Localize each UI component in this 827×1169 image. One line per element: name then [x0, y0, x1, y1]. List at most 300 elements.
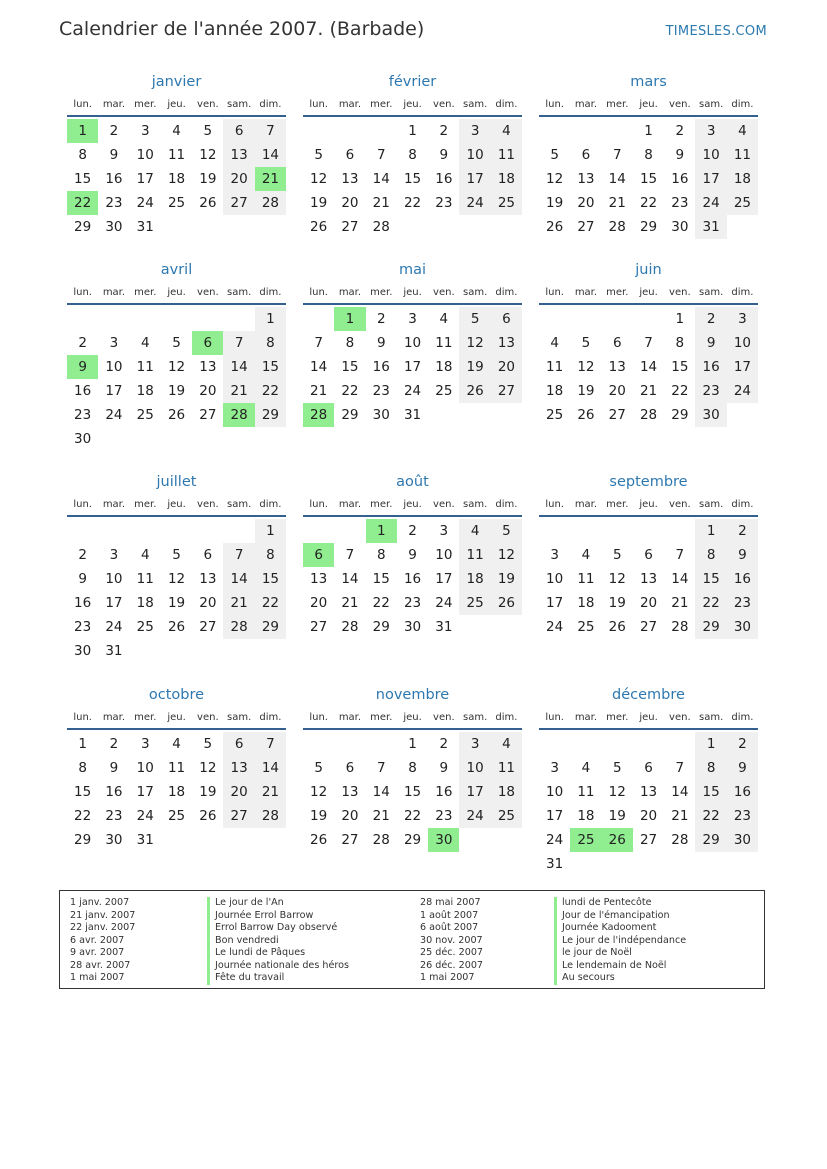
day-cell[interactable]: 14: [372, 171, 390, 187]
day-cell[interactable]: 21: [223, 379, 254, 403]
day-cell[interactable]: 9: [439, 760, 449, 776]
day-cell[interactable]: 29: [695, 828, 726, 852]
day-cell[interactable]: 3: [140, 123, 150, 139]
day-cell[interactable]: 6: [491, 307, 522, 331]
day-cell[interactable]: 20: [341, 195, 359, 211]
holiday-day-cell[interactable]: 6: [303, 543, 334, 567]
day-cell[interactable]: 9: [727, 543, 758, 567]
day-cell[interactable]: 3: [109, 547, 119, 563]
day-cell[interactable]: 8: [644, 147, 653, 163]
day-cell[interactable]: 24: [403, 383, 422, 399]
day-cell[interactable]: 22: [74, 808, 92, 824]
day-cell[interactable]: 13: [199, 571, 217, 587]
day-cell[interactable]: 18: [577, 808, 595, 824]
day-cell[interactable]: 1: [408, 736, 417, 752]
day-cell[interactable]: 7: [644, 335, 653, 351]
day-cell[interactable]: 17: [136, 784, 154, 800]
day-cell[interactable]: 30: [74, 431, 92, 447]
holiday-day-cell[interactable]: 21: [255, 167, 286, 191]
day-cell[interactable]: 16: [727, 567, 758, 591]
day-cell[interactable]: 25: [727, 191, 758, 215]
day-cell[interactable]: 30: [105, 832, 123, 848]
day-cell[interactable]: 25: [167, 195, 186, 211]
day-cell[interactable]: 23: [74, 407, 92, 423]
day-cell[interactable]: 27: [341, 832, 359, 848]
day-cell[interactable]: 30: [695, 403, 726, 427]
holiday-day-cell[interactable]: 6: [192, 331, 223, 355]
day-cell[interactable]: 20: [608, 383, 626, 399]
day-cell[interactable]: 17: [136, 171, 154, 187]
day-cell[interactable]: 26: [199, 808, 217, 824]
day-cell[interactable]: 8: [78, 147, 87, 163]
day-cell[interactable]: 15: [74, 171, 92, 187]
day-cell[interactable]: 20: [639, 808, 658, 824]
day-cell[interactable]: 2: [675, 123, 685, 139]
day-cell[interactable]: 30: [403, 619, 422, 635]
day-cell[interactable]: 6: [644, 760, 653, 776]
day-cell[interactable]: 9: [376, 335, 386, 351]
day-cell[interactable]: 26: [310, 219, 328, 235]
day-cell[interactable]: 10: [136, 147, 154, 163]
day-cell[interactable]: 6: [581, 147, 591, 163]
day-cell[interactable]: 2: [376, 311, 386, 327]
day-cell[interactable]: 11: [491, 143, 522, 167]
day-cell[interactable]: 17: [105, 383, 123, 399]
day-cell[interactable]: 13: [639, 784, 658, 800]
day-cell[interactable]: 12: [167, 359, 186, 375]
day-cell[interactable]: 5: [612, 547, 622, 563]
day-cell[interactable]: 4: [140, 547, 150, 563]
day-cell[interactable]: 30: [74, 643, 92, 659]
day-cell[interactable]: 24: [546, 619, 564, 635]
day-cell[interactable]: 31: [695, 215, 726, 239]
day-cell[interactable]: 28: [341, 619, 359, 635]
day-cell[interactable]: 17: [459, 780, 490, 804]
day-cell[interactable]: 18: [136, 595, 154, 611]
day-cell[interactable]: 30: [671, 219, 689, 235]
day-cell[interactable]: 20: [577, 195, 595, 211]
day-cell[interactable]: 3: [140, 736, 150, 752]
day-cell[interactable]: 11: [577, 571, 595, 587]
day-cell[interactable]: 4: [172, 736, 181, 752]
day-cell[interactable]: 8: [695, 543, 726, 567]
day-cell[interactable]: 26: [310, 832, 328, 848]
day-cell[interactable]: 4: [140, 335, 150, 351]
day-cell[interactable]: 4: [172, 123, 181, 139]
day-cell[interactable]: 19: [199, 171, 217, 187]
day-cell[interactable]: 22: [372, 595, 390, 611]
day-cell[interactable]: 16: [435, 784, 453, 800]
day-cell[interactable]: 3: [459, 732, 490, 756]
holiday-day-cell[interactable]: 26: [602, 828, 633, 852]
day-cell[interactable]: 14: [671, 571, 689, 587]
day-cell[interactable]: 23: [671, 195, 689, 211]
day-cell[interactable]: 5: [172, 547, 181, 563]
day-cell[interactable]: 21: [223, 591, 254, 615]
day-cell[interactable]: 9: [109, 147, 119, 163]
day-cell[interactable]: 28: [372, 219, 390, 235]
day-cell[interactable]: 19: [310, 808, 328, 824]
day-cell[interactable]: 24: [459, 804, 490, 828]
day-cell[interactable]: 5: [203, 736, 213, 752]
day-cell[interactable]: 15: [255, 355, 286, 379]
day-cell[interactable]: 21: [608, 195, 626, 211]
day-cell[interactable]: 26: [199, 195, 217, 211]
day-cell[interactable]: 19: [577, 383, 595, 399]
day-cell[interactable]: 20: [639, 595, 658, 611]
day-cell[interactable]: 20: [223, 167, 254, 191]
day-cell[interactable]: 3: [727, 307, 758, 331]
day-cell[interactable]: 7: [223, 543, 254, 567]
day-cell[interactable]: 7: [314, 335, 323, 351]
day-cell[interactable]: 10: [727, 331, 758, 355]
day-cell[interactable]: 7: [675, 547, 685, 563]
day-cell[interactable]: 14: [671, 784, 689, 800]
day-cell[interactable]: 21: [341, 595, 359, 611]
day-cell[interactable]: 1: [675, 311, 685, 327]
day-cell[interactable]: 28: [608, 219, 626, 235]
day-cell[interactable]: 28: [255, 191, 286, 215]
day-cell[interactable]: 23: [372, 383, 390, 399]
day-cell[interactable]: 4: [491, 732, 522, 756]
day-cell[interactable]: 16: [74, 595, 92, 611]
day-cell[interactable]: 16: [727, 780, 758, 804]
day-cell[interactable]: 14: [223, 567, 254, 591]
day-cell[interactable]: 17: [459, 167, 490, 191]
day-cell[interactable]: 9: [109, 760, 119, 776]
day-cell[interactable]: 26: [577, 407, 595, 423]
day-cell[interactable]: 17: [403, 359, 422, 375]
day-cell[interactable]: 24: [695, 191, 726, 215]
day-cell[interactable]: 24: [105, 619, 123, 635]
day-cell[interactable]: 29: [74, 219, 92, 235]
day-cell[interactable]: 4: [491, 119, 522, 143]
day-cell[interactable]: 8: [78, 760, 87, 776]
day-cell[interactable]: 27: [199, 407, 217, 423]
day-cell[interactable]: 13: [310, 571, 328, 587]
day-cell[interactable]: 29: [372, 619, 390, 635]
day-cell[interactable]: 24: [546, 832, 564, 848]
day-cell[interactable]: 1: [255, 519, 286, 543]
day-cell[interactable]: 14: [608, 171, 626, 187]
day-cell[interactable]: 10: [105, 359, 123, 375]
holiday-day-cell[interactable]: 25: [570, 828, 601, 852]
day-cell[interactable]: 17: [435, 571, 453, 587]
day-cell[interactable]: 1: [255, 307, 286, 331]
day-cell[interactable]: 10: [105, 571, 123, 587]
day-cell[interactable]: 5: [459, 307, 490, 331]
day-cell[interactable]: 11: [167, 147, 186, 163]
day-cell[interactable]: 6: [644, 547, 653, 563]
day-cell[interactable]: 25: [459, 591, 490, 615]
day-cell[interactable]: 21: [671, 595, 689, 611]
day-cell[interactable]: 13: [341, 784, 359, 800]
day-cell[interactable]: 9: [78, 571, 87, 587]
day-cell[interactable]: 15: [255, 567, 286, 591]
day-cell[interactable]: 2: [408, 523, 417, 539]
day-cell[interactable]: 18: [136, 383, 154, 399]
day-cell[interactable]: 12: [608, 784, 626, 800]
day-cell[interactable]: 10: [695, 143, 726, 167]
day-cell[interactable]: 10: [403, 335, 422, 351]
day-cell[interactable]: 15: [74, 784, 92, 800]
day-cell[interactable]: 5: [314, 760, 323, 776]
day-cell[interactable]: 2: [727, 732, 758, 756]
day-cell[interactable]: 16: [403, 571, 422, 587]
day-cell[interactable]: 5: [612, 760, 622, 776]
day-cell[interactable]: 25: [136, 619, 154, 635]
day-cell[interactable]: 9: [695, 331, 726, 355]
day-cell[interactable]: 7: [255, 732, 286, 756]
day-cell[interactable]: 16: [105, 784, 123, 800]
day-cell[interactable]: 4: [581, 760, 591, 776]
day-cell[interactable]: 22: [695, 804, 726, 828]
day-cell[interactable]: 15: [403, 171, 422, 187]
day-cell[interactable]: 30: [105, 219, 123, 235]
day-cell[interactable]: 23: [727, 804, 758, 828]
day-cell[interactable]: 25: [167, 808, 186, 824]
day-cell[interactable]: 30: [372, 407, 390, 423]
day-cell[interactable]: 25: [577, 619, 595, 635]
day-cell[interactable]: 14: [310, 359, 328, 375]
day-cell[interactable]: 21: [639, 383, 658, 399]
day-cell[interactable]: 29: [255, 403, 286, 427]
day-cell[interactable]: 7: [345, 547, 355, 563]
day-cell[interactable]: 13: [608, 359, 626, 375]
day-cell[interactable]: 28: [372, 832, 390, 848]
day-cell[interactable]: 12: [491, 543, 522, 567]
day-cell[interactable]: 31: [105, 643, 123, 659]
day-cell[interactable]: 20: [310, 595, 328, 611]
day-cell[interactable]: 4: [439, 311, 449, 327]
day-cell[interactable]: 1: [78, 736, 87, 752]
day-cell[interactable]: 21: [372, 808, 390, 824]
day-cell[interactable]: 5: [581, 335, 591, 351]
day-cell[interactable]: 28: [671, 832, 689, 848]
day-cell[interactable]: 23: [105, 808, 123, 824]
day-cell[interactable]: 16: [372, 359, 390, 375]
day-cell[interactable]: 4: [581, 547, 591, 563]
day-cell[interactable]: 23: [435, 808, 453, 824]
day-cell[interactable]: 23: [74, 619, 92, 635]
day-cell[interactable]: 3: [109, 335, 119, 351]
day-cell[interactable]: 28: [671, 619, 689, 635]
day-cell[interactable]: 7: [675, 760, 685, 776]
day-cell[interactable]: 1: [695, 519, 726, 543]
day-cell[interactable]: 10: [546, 571, 564, 587]
day-cell[interactable]: 31: [546, 856, 564, 872]
day-cell[interactable]: 18: [491, 780, 522, 804]
day-cell[interactable]: 8: [408, 147, 417, 163]
day-cell[interactable]: 10: [459, 756, 490, 780]
day-cell[interactable]: 15: [671, 359, 689, 375]
day-cell[interactable]: 21: [671, 808, 689, 824]
day-cell[interactable]: 14: [255, 756, 286, 780]
day-cell[interactable]: 2: [78, 335, 87, 351]
day-cell[interactable]: 2: [439, 123, 449, 139]
day-cell[interactable]: 8: [408, 760, 417, 776]
holiday-day-cell[interactable]: 22: [67, 191, 98, 215]
day-cell[interactable]: 15: [639, 171, 658, 187]
day-cell[interactable]: 28: [639, 407, 658, 423]
day-cell[interactable]: 26: [459, 379, 490, 403]
day-cell[interactable]: 18: [491, 167, 522, 191]
day-cell[interactable]: 6: [345, 760, 355, 776]
day-cell[interactable]: 8: [675, 335, 685, 351]
day-cell[interactable]: 17: [546, 595, 564, 611]
day-cell[interactable]: 27: [577, 219, 595, 235]
day-cell[interactable]: 12: [459, 331, 490, 355]
day-cell[interactable]: 11: [491, 756, 522, 780]
day-cell[interactable]: 18: [167, 171, 186, 187]
day-cell[interactable]: 31: [403, 407, 422, 423]
day-cell[interactable]: 20: [341, 808, 359, 824]
day-cell[interactable]: 8: [695, 756, 726, 780]
day-cell[interactable]: 25: [546, 407, 564, 423]
day-cell[interactable]: 5: [491, 519, 522, 543]
day-cell[interactable]: 12: [199, 760, 217, 776]
day-cell[interactable]: 22: [403, 195, 422, 211]
day-cell[interactable]: 11: [727, 143, 758, 167]
holiday-day-cell[interactable]: 1: [366, 519, 397, 543]
day-cell[interactable]: 6: [203, 547, 213, 563]
day-cell[interactable]: 20: [199, 595, 217, 611]
day-cell[interactable]: 11: [546, 359, 564, 375]
day-cell[interactable]: 12: [167, 571, 186, 587]
day-cell[interactable]: 27: [608, 407, 626, 423]
day-cell[interactable]: 12: [310, 784, 328, 800]
day-cell[interactable]: 14: [639, 359, 658, 375]
day-cell[interactable]: 26: [608, 619, 626, 635]
day-cell[interactable]: 9: [439, 147, 449, 163]
day-cell[interactable]: 18: [167, 784, 186, 800]
day-cell[interactable]: 1: [644, 123, 653, 139]
day-cell[interactable]: 12: [546, 171, 564, 187]
day-cell[interactable]: 27: [341, 219, 359, 235]
day-cell[interactable]: 11: [459, 543, 490, 567]
day-cell[interactable]: 2: [439, 736, 449, 752]
day-cell[interactable]: 27: [310, 619, 328, 635]
day-cell[interactable]: 15: [403, 784, 422, 800]
day-cell[interactable]: 27: [199, 619, 217, 635]
day-cell[interactable]: 20: [223, 780, 254, 804]
day-cell[interactable]: 2: [78, 547, 87, 563]
day-cell[interactable]: 25: [435, 383, 453, 399]
day-cell[interactable]: 14: [223, 355, 254, 379]
day-cell[interactable]: 20: [199, 383, 217, 399]
day-cell[interactable]: 29: [695, 615, 726, 639]
day-cell[interactable]: 4: [459, 519, 490, 543]
day-cell[interactable]: 3: [550, 547, 559, 563]
day-cell[interactable]: 7: [255, 119, 286, 143]
day-cell[interactable]: 24: [435, 595, 453, 611]
day-cell[interactable]: 23: [695, 379, 726, 403]
day-cell[interactable]: 19: [546, 195, 564, 211]
day-cell[interactable]: 7: [223, 331, 254, 355]
holiday-day-cell[interactable]: 28: [303, 403, 334, 427]
day-cell[interactable]: 31: [136, 219, 154, 235]
day-cell[interactable]: 27: [223, 804, 254, 828]
day-cell[interactable]: 16: [695, 355, 726, 379]
day-cell[interactable]: 22: [255, 591, 286, 615]
day-cell[interactable]: 30: [727, 615, 758, 639]
day-cell[interactable]: 15: [372, 571, 390, 587]
day-cell[interactable]: 29: [671, 407, 689, 423]
day-cell[interactable]: 16: [74, 383, 92, 399]
day-cell[interactable]: 29: [639, 219, 658, 235]
day-cell[interactable]: 16: [435, 171, 453, 187]
day-cell[interactable]: 2: [695, 307, 726, 331]
day-cell[interactable]: 21: [372, 195, 390, 211]
day-cell[interactable]: 22: [403, 808, 422, 824]
day-cell[interactable]: 28: [223, 615, 254, 639]
day-cell[interactable]: 29: [74, 832, 92, 848]
day-cell[interactable]: 7: [376, 760, 386, 776]
day-cell[interactable]: 26: [546, 219, 564, 235]
holiday-day-cell[interactable]: 1: [67, 119, 98, 143]
day-cell[interactable]: 23: [727, 591, 758, 615]
day-cell[interactable]: 29: [255, 615, 286, 639]
day-cell[interactable]: 11: [136, 571, 154, 587]
day-cell[interactable]: 23: [403, 595, 422, 611]
day-cell[interactable]: 10: [459, 143, 490, 167]
day-cell[interactable]: 8: [255, 331, 286, 355]
day-cell[interactable]: 27: [639, 619, 658, 635]
day-cell[interactable]: 11: [435, 335, 453, 351]
day-cell[interactable]: 23: [105, 195, 123, 211]
day-cell[interactable]: 13: [199, 359, 217, 375]
day-cell[interactable]: 17: [105, 595, 123, 611]
day-cell[interactable]: 29: [403, 832, 422, 848]
day-cell[interactable]: 22: [639, 195, 658, 211]
holiday-day-cell[interactable]: 28: [223, 403, 254, 427]
day-cell[interactable]: 2: [727, 519, 758, 543]
day-cell[interactable]: 30: [727, 828, 758, 852]
day-cell[interactable]: 3: [439, 523, 449, 539]
day-cell[interactable]: 24: [105, 407, 123, 423]
day-cell[interactable]: 10: [136, 760, 154, 776]
day-cell[interactable]: 6: [223, 732, 254, 756]
day-cell[interactable]: 3: [550, 760, 559, 776]
day-cell[interactable]: 8: [376, 547, 386, 563]
day-cell[interactable]: 8: [345, 335, 355, 351]
day-cell[interactable]: 10: [546, 784, 564, 800]
day-cell[interactable]: 13: [491, 331, 522, 355]
day-cell[interactable]: 19: [310, 195, 328, 211]
day-cell[interactable]: 13: [223, 756, 254, 780]
day-cell[interactable]: 12: [310, 171, 328, 187]
day-cell[interactable]: 19: [167, 383, 186, 399]
day-cell[interactable]: 18: [727, 167, 758, 191]
day-cell[interactable]: 25: [491, 804, 522, 828]
day-cell[interactable]: 2: [109, 123, 119, 139]
day-cell[interactable]: 11: [167, 760, 186, 776]
day-cell[interactable]: 17: [695, 167, 726, 191]
day-cell[interactable]: 22: [695, 591, 726, 615]
day-cell[interactable]: 3: [695, 119, 726, 143]
day-cell[interactable]: 16: [671, 171, 689, 187]
brand-link[interactable]: TIMESLES.COM: [665, 24, 767, 39]
day-cell[interactable]: 18: [546, 383, 564, 399]
day-cell[interactable]: 22: [255, 379, 286, 403]
day-cell[interactable]: 13: [341, 171, 359, 187]
day-cell[interactable]: 5: [550, 147, 559, 163]
day-cell[interactable]: 22: [341, 383, 359, 399]
day-cell[interactable]: 18: [459, 567, 490, 591]
day-cell[interactable]: 9: [408, 547, 417, 563]
day-cell[interactable]: 2: [109, 736, 119, 752]
day-cell[interactable]: 26: [167, 407, 186, 423]
